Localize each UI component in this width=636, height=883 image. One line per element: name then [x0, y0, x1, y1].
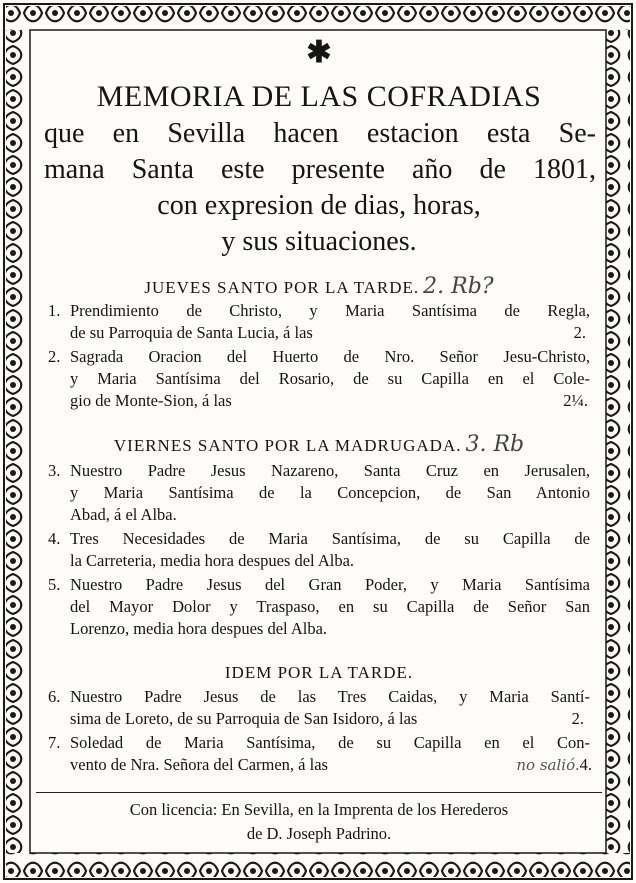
entry-text: Tres Necesidades de Maria Santísima, de su Capilla de	[70, 529, 590, 548]
divider-rule	[36, 792, 602, 793]
entry-text: Prendimiento de Christo, y Maria Santísima de Regla,	[70, 301, 590, 320]
entry-5-line-1	[48, 574, 590, 596]
entry-1-line-2	[70, 322, 590, 344]
entry-1-time: 2.	[573, 323, 586, 342]
entry-text: Sagrada Oracion del Huerto de Nro. Señor Jesu-Christo,	[70, 347, 590, 366]
entry-6-time: 2.	[571, 709, 584, 728]
intro-line-1: que en Sevilla hacen estacion esta Se-	[44, 118, 596, 149]
entry-2-line-3	[70, 390, 590, 412]
entry-5-line-2	[70, 596, 590, 618]
entry-text: Nuestro Padre Jesus Nazareno, Santa Cruz en Jerusalen,	[70, 461, 590, 480]
entry-7-line-1	[48, 732, 590, 754]
entry-text: Nuestro Padre Jesus del Gran Poder, y Maria Santísima	[70, 575, 590, 594]
section-heading-text: VIERNES SANTO POR LA MADRUGADA.	[113, 436, 462, 455]
entry-4-line-2	[70, 550, 590, 572]
imprint-line-2: de D. Joseph Padrino.	[246, 824, 392, 843]
entry-number: 2.	[48, 347, 61, 366]
section-heading-text: IDEM POR LA TARDE.	[224, 663, 414, 682]
intro-line-2: mana Santa este presente año de 1801,	[44, 154, 596, 185]
entry-3-line-1	[48, 460, 590, 482]
handwritten-note: no salió.	[516, 756, 580, 774]
entry-text: Lorenzo, media hora despues del Alba.	[70, 619, 328, 638]
entry-2-time: 2¼.	[563, 391, 588, 410]
entry-text: de su Parroquia de Santa Lucia, á las	[70, 323, 313, 342]
entry-text: gio de Monte-Sion, á las	[70, 391, 232, 410]
entry-2-line-2	[70, 368, 590, 390]
entry-number: 7.	[48, 733, 61, 752]
section-heading-text: JUEVES SANTO POR LA TARDE.	[144, 278, 420, 297]
entry-7-time	[516, 754, 592, 776]
section-heading-viernes	[34, 434, 604, 457]
handwritten-note: 3. Rb	[465, 432, 525, 457]
entry-text: Abad, á el Alba.	[70, 505, 177, 524]
entry-text: vento de Nra. Señora del Carmen, á las	[70, 755, 328, 774]
document-title: MEMORIA DE LAS COFRADIAS	[96, 80, 542, 113]
entry-2-line-1	[48, 346, 590, 368]
section-heading-jueves	[34, 276, 604, 299]
entry-6-line-1	[48, 686, 590, 708]
entry-4-line-1	[48, 528, 590, 550]
entry-text: la Carreteria, media hora despues del Alba.	[70, 551, 355, 570]
entry-3-line-3	[70, 504, 590, 526]
entry-text: sima de Loreto, de su Parroquia de San Isidoro, á las	[70, 709, 418, 728]
entry-number: 1.	[48, 301, 61, 320]
handbill-sheet	[34, 34, 604, 850]
entry-text: del Mayor Dolor y Traspaso, en su Capilla de Señor San	[70, 597, 590, 616]
handwritten-note: 2. Rb?	[423, 274, 494, 299]
entry-number: 4.	[48, 529, 61, 548]
entry-6-line-2	[70, 708, 590, 730]
time-value: 4.	[579, 755, 592, 774]
entry-text: y Maria Santísima de la Concepcion, de San Antonio	[70, 483, 590, 502]
entry-text: Nuestro Padre Jesus de las Tres Caidas, y Maria Santí-	[70, 687, 590, 706]
entry-text: Soledad de Maria Santísima, de su Capilla en el Con-	[70, 733, 590, 752]
entry-7-line-2	[70, 754, 590, 776]
entry-number: 5.	[48, 575, 61, 594]
intro-line-4: y sus situaciones.	[221, 226, 417, 257]
imprint-line-1: Con licencia: En Sevilla, en la Imprenta de los Herederos	[129, 800, 509, 819]
entry-3-line-2	[70, 482, 590, 504]
entry-text: y Maria Santísima del Rosario, de su Capilla en el Cole-	[70, 369, 590, 388]
section-heading-idem	[34, 662, 604, 684]
entry-1-line-1	[48, 300, 590, 322]
intro-line-3: con expresion de dias, horas,	[157, 190, 481, 221]
entry-number: 6.	[48, 687, 61, 706]
entry-5-line-3	[70, 618, 590, 640]
entry-number: 3.	[48, 461, 61, 480]
asterisk-ornament-icon: ✱	[306, 36, 332, 69]
